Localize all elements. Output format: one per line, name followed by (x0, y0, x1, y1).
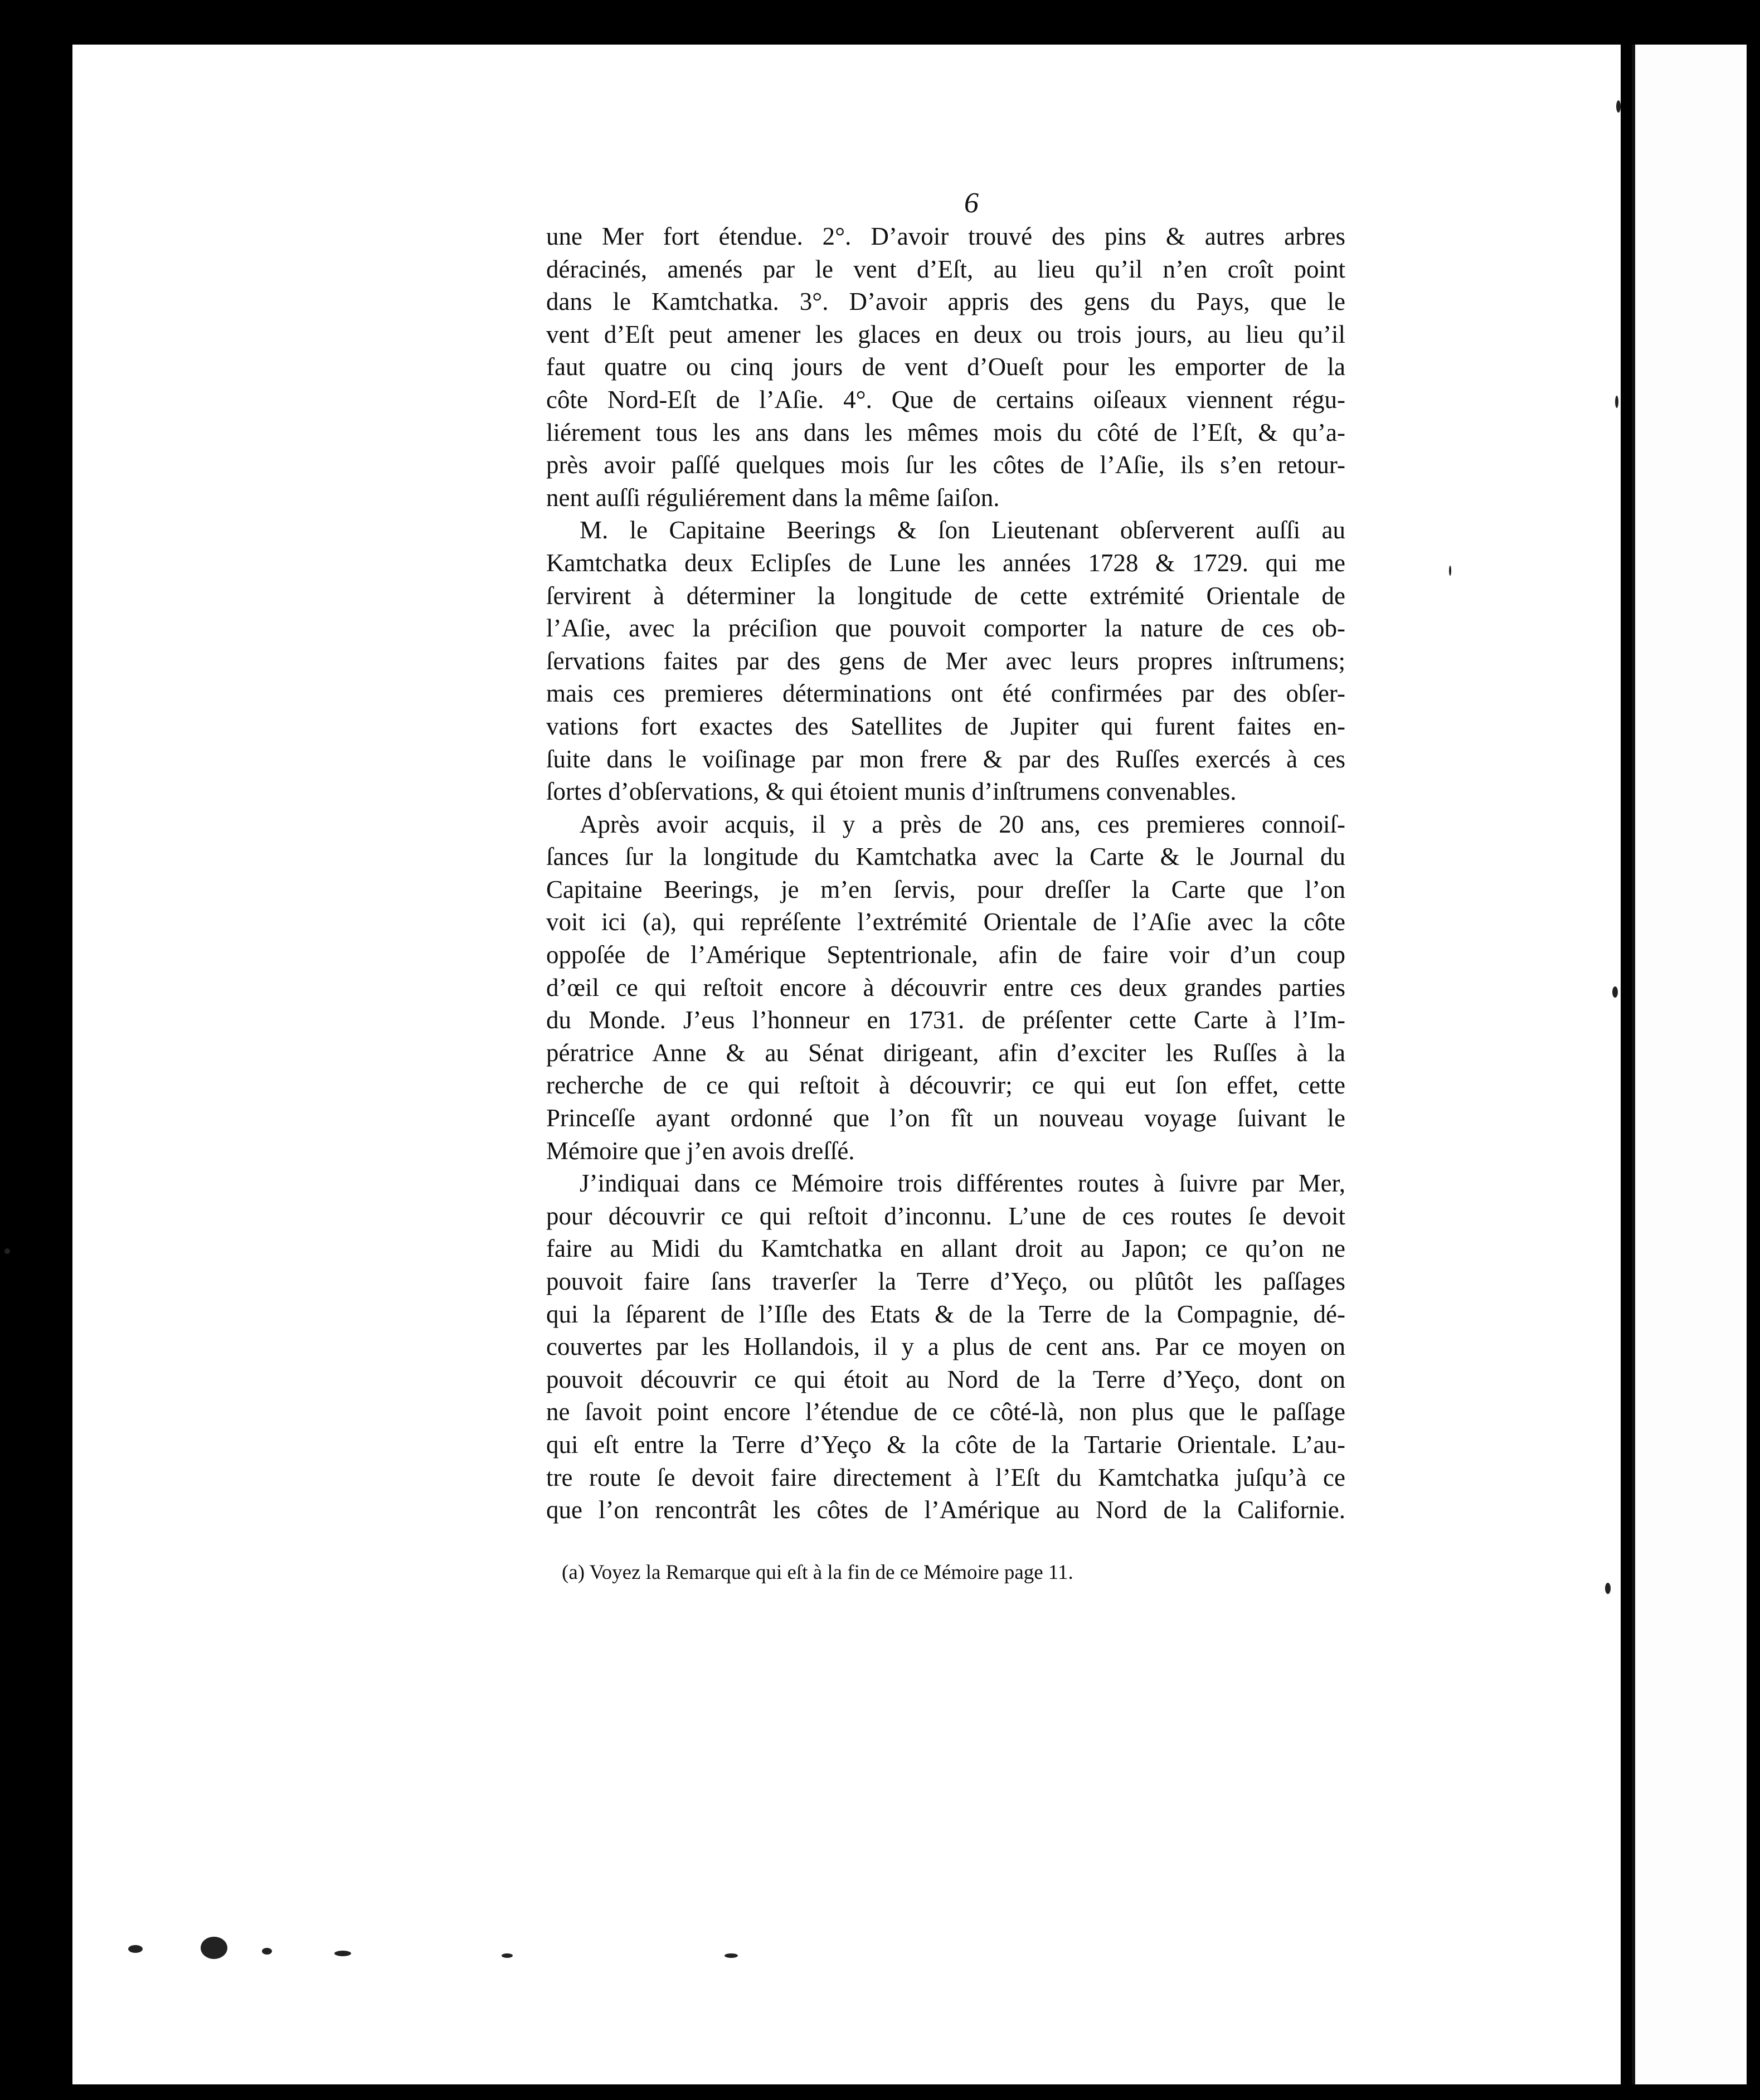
text-line: pératrice Anne & au Sénat dirigeant, afin d’exciter les Ruſſes à la (546, 1038, 1345, 1067)
text-line: déracinés, amenés par le vent d’Eſt, au lieu qu’il n’en croît point (546, 255, 1345, 283)
text-line: côte Nord-Eſt de l’Aſie. 4°. Que de certains oiſeaux viennent régu- (546, 385, 1345, 414)
text-line: couvertes par les Hollandois, il y a plus de cent ans. Par ce moyen on (546, 1333, 1345, 1361)
text-line: qui la ſéparent de l’Iſle des Etats & de la Terre de la Compagnie, dé- (546, 1300, 1345, 1328)
page-number: 6 (964, 187, 979, 219)
text-line: dans le Kamtchatka. 3°. D’avoir appris des gens du Pays, que le (546, 288, 1345, 316)
text-line: une Mer fort étendue. 2°. D’avoir trouvé des pins & autres arbres (546, 222, 1345, 250)
facing-page-edge (1632, 45, 1747, 2084)
text-line: du Monde. J’eus l’honneur en 1731. de préſenter cette Carte à l’Im- (546, 1006, 1345, 1034)
text-line: J’indiquai dans ce Mémoire trois différentes routes à ſuivre par Mer, (580, 1169, 1345, 1198)
text-line: mais ces premieres déterminations ont été confirmées par des obſer- (546, 679, 1345, 708)
text-line: ſortes d’obſervations, & qui étoient munis d’inſtrumens convenables. (546, 777, 1237, 806)
text-line: vations fort exactes des Satellites de Jupiter qui furent faites en- (546, 712, 1345, 740)
text-line: pouvoit découvrir ce qui étoit au Nord de la Terre d’Yeço, dont on (546, 1365, 1345, 1393)
text-line: faire au Midi du Kamtchatka en allant droit au Japon; ce qu’on ne (546, 1234, 1345, 1263)
scan-speck (262, 1948, 272, 1955)
text-line: liérement tous les ans dans les mêmes mois du côté de l’Eſt, & qu’a- (546, 418, 1345, 446)
scan-speck (334, 1951, 351, 1956)
text-line: voit ici (a), qui repréſente l’extrémité Orientale de l’Aſie avec la côte (546, 908, 1345, 936)
scan-speck (1449, 566, 1451, 576)
scan-speck (201, 1937, 227, 1959)
text-line: vent d’Eſt peut amener les glaces en deux ou trois jours, au lieu qu’il (546, 320, 1345, 348)
text-line: tre route ſe devoit faire directement à l’Eſt du Kamtchatka juſqu’à ce (546, 1463, 1345, 1491)
text-line: ſuite dans le voiſinage par mon frere & par des Ruſſes exercés à ces (546, 745, 1345, 773)
text-line: Mémoire que j’en avois dreſſé. (546, 1136, 855, 1165)
scan-speck (128, 1945, 143, 1953)
text-line: Kamtchatka deux Eclipſes de Lune les années 1728 & 1729. qui me (546, 548, 1345, 577)
text-line: ſervations faites par des gens de Mer avec leurs propres inſtrumens; (546, 646, 1345, 675)
text-line: M. le Capitaine Beerings & ſon Lieutenant obſerverent auſſi au (580, 516, 1345, 545)
text-line: que l’on rencontrât les côtes de l’Amérique au Nord de la Californie. (546, 1496, 1345, 1524)
scan-speck (725, 1953, 738, 1958)
text-line: près avoir paſſé quelques mois ſur les côtes de l’Aſie, ils s’en retour- (546, 451, 1345, 479)
scan-speck (1612, 986, 1618, 998)
text-line: Après avoir acquis, il y a près de 20 ans, ces premieres connoiſ- (580, 810, 1345, 838)
text-line: qui eſt entre la Terre d’Yeço & la côte de la Tartarie Orientale. L’au- (546, 1430, 1345, 1459)
text-line: ne ſavoit point encore l’étendue de ce côté-là, non plus que le paſſage (546, 1398, 1345, 1426)
text-line: pour découvrir ce qui reſtoit d’inconnu. L’une de ces routes ſe devoit (546, 1202, 1345, 1230)
text-line: Princeſſe ayant ordonné que l’on fît un nouveau voyage ſuivant le (546, 1104, 1345, 1132)
footnote: (a) Voyez la Remarque qui eſt à la fin de ce Mémoire page 11. (562, 1561, 1073, 1584)
body-text (546, 220, 1345, 1527)
scan-speck (1605, 1583, 1611, 1594)
text-line: nent auſſi réguliérement dans la même ſaiſon. (546, 483, 1000, 512)
text-line: l’Aſie, avec la préciſion que pouvoit comporter la nature de ces ob- (546, 614, 1345, 643)
text-line: recherche de ce qui reſtoit à découvrir; ce qui eut ſon effet, cette (546, 1071, 1345, 1100)
text-line: Capitaine Beerings, je m’en ſervis, pour dreſſer la Carte que l’on (546, 875, 1345, 903)
scan-speck (4, 1248, 10, 1254)
text-line: pouvoit faire ſans traverſer la Terre d’Yeço, ou plûtôt les paſſages (546, 1267, 1345, 1295)
scan-speck (1615, 396, 1618, 408)
scan-speck (502, 1953, 513, 1958)
text-line: ſances ſur la longitude du Kamtchatka avec la Carte & le Journal du (546, 843, 1345, 871)
text-line: ſervirent à déterminer la longitude de cette extrémité Orientale de (546, 581, 1345, 610)
text-line: oppoſée de l’Amérique Septentrionale, afin de faire voir d’un coup (546, 941, 1345, 969)
text-line: faut quatre ou cinq jours de vent d’Oueſt pour les emporter de la (546, 353, 1345, 381)
text-line: d’œil ce qui reſtoit encore à découvrir entre ces deux grandes parties (546, 973, 1345, 1002)
scan-speck (1616, 100, 1621, 113)
